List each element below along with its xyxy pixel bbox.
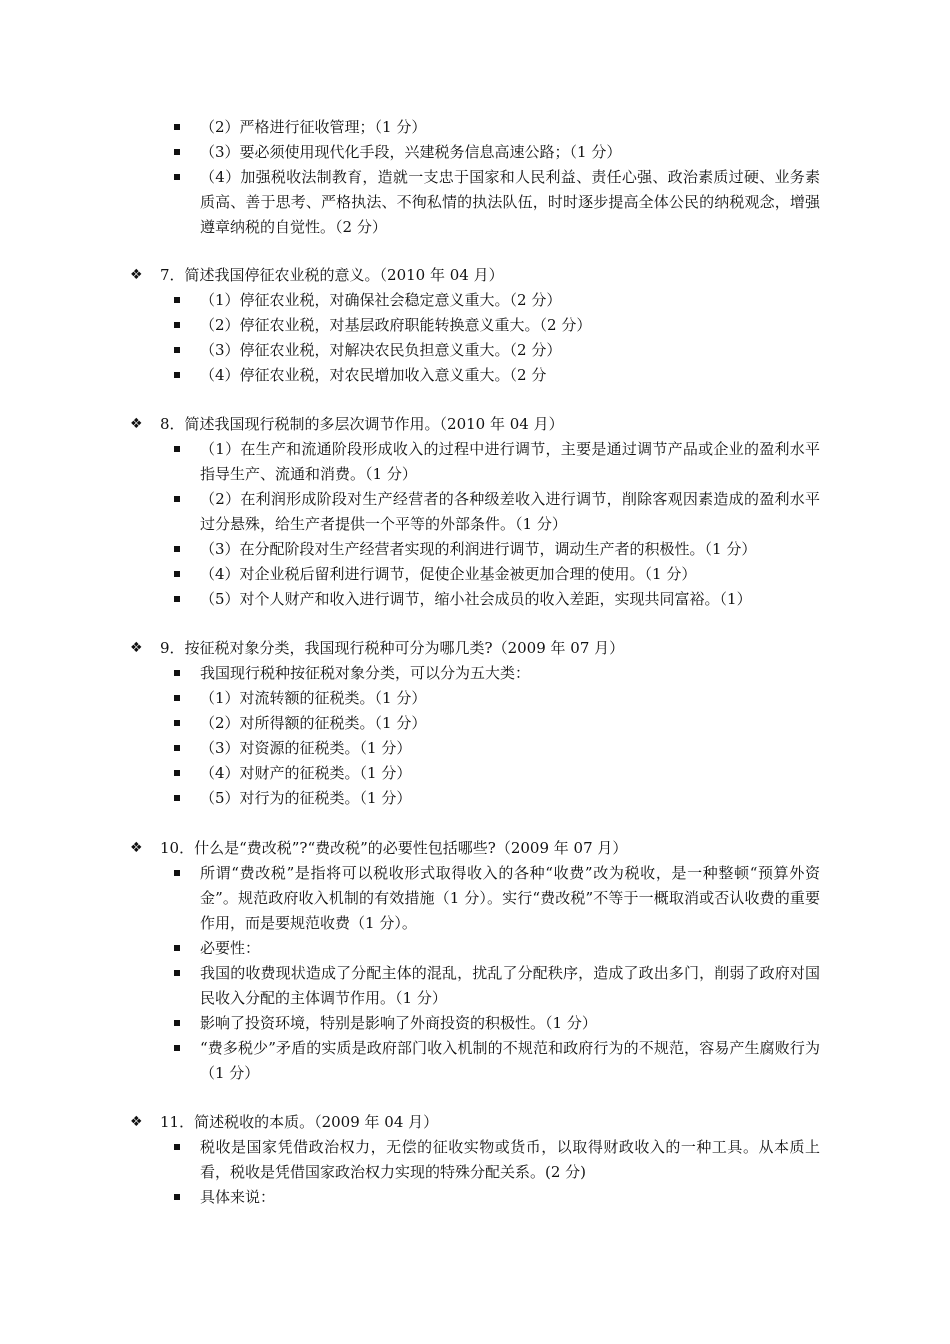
question-title: 8．简述我国现行税制的多层次调节作用。（2010 年 04 月） [160,415,564,433]
square-bullet-icon [174,496,180,502]
square-bullet-icon [174,1020,180,1026]
list-item [0,587,950,612]
list-item-text: （1）停征农业税，对确保社会稳定意义重大。（2 分） [200,291,562,309]
question-8 [0,412,950,612]
list-item-text: （3）停征农业税，对解决农民负担意义重大。（2 分） [200,341,562,359]
list-item [0,338,950,363]
list-item [0,736,950,761]
list-item-text: 我国现行税种按征税对象分类，可以分为五大类： [200,664,531,682]
list-item [0,961,950,1011]
list-item [0,1135,950,1185]
list-item [0,786,950,811]
list-item [0,711,950,736]
diamond-bullet-icon: ❖ [130,1114,143,1130]
list-item-text: （4）停征农业税，对农民增加收入意义重大。（2 分 [200,366,547,384]
list-item-text: 必要性： [200,939,261,957]
square-bullet-icon [174,446,180,452]
square-bullet-icon [174,670,180,676]
list-item-text: （3）在分配阶段对生产经营者实现的利润进行调节，调动生产者的积极性。（1 分） [200,540,757,558]
list-item-text: 所谓“费改税”是指将可以税收形式取得收入的各种“收费”改为税收，是一种整顿“预算外资金”。规范政府收入机制的有效措施（1 分）。实行“费改税”不等于一概取消或否认收费的重要作用，而是要规范收费（1 分）。 [200,864,820,932]
list-item-text: （1）在生产和流通阶段形成收入的过程中进行调节，主要是通过调节产品或企业的盈利水平指导生产、流通和消费。（1 分） [200,440,820,483]
list-item-text: （2）在利润形成阶段对生产经营者的各种级差收入进行调节，削除客观因素造成的盈利水平过分悬殊，给生产者提供一个平等的外部条件。（1 分） [200,490,820,533]
square-bullet-icon [174,596,180,602]
question-7 [0,263,950,388]
list-item-text: 税收是国家凭借政治权力，无偿的征收实物或货币，以取得财政收入的一种工具。从本质上看，税收是凭借国家政治权力实现的特殊分配关系。(2 分) [200,1138,820,1181]
question-title: 11．简述税收的本质。（2009 年 04 月） [160,1113,439,1131]
list-item [0,487,950,537]
diamond-bullet-icon: ❖ [130,416,143,432]
list-item-text: （1）对流转额的征税类。（1 分） [200,689,427,707]
list-item [0,661,950,686]
list-item [0,115,950,140]
square-bullet-icon [174,795,180,801]
list-item [0,686,950,711]
list-item-text: （2）停征农业税，对基层政府职能转换意义重大。（2 分） [200,316,592,334]
square-bullet-icon [174,372,180,378]
list-item [0,761,950,786]
square-bullet-icon [174,945,180,951]
question-heading [0,263,950,288]
square-bullet-icon [174,149,180,155]
square-bullet-icon [174,695,180,701]
list-item [0,936,950,961]
list-item-text: （5）对行为的征税类。（1 分） [200,789,412,807]
square-bullet-icon [174,745,180,751]
list-item-text: （3）对资源的征税类。（1 分） [200,739,412,757]
square-bullet-icon [174,347,180,353]
list-item [0,140,950,165]
list-item-text: 具体来说： [200,1188,276,1206]
list-item-text: （4）对财产的征税类。（1 分） [200,764,412,782]
square-bullet-icon [174,546,180,552]
square-bullet-icon [174,1144,180,1150]
square-bullet-icon [174,770,180,776]
intro-section [0,115,950,240]
question-heading [0,636,950,661]
square-bullet-icon [174,870,180,876]
list-item [0,537,950,562]
list-item-text: （5）对个人财产和收入进行调节，缩小社会成员的收入差距，实现共同富裕。（1） [200,590,752,608]
list-item-text: 影响了投资环境，特别是影响了外商投资的积极性。（1 分） [200,1014,597,1032]
list-item [0,437,950,487]
list-item-text: （4）对企业税后留利进行调节，促使企业基金被更加合理的使用。（1 分） [200,565,697,583]
square-bullet-icon [174,970,180,976]
question-heading [0,836,950,861]
square-bullet-icon [174,1045,180,1051]
list-item-text: 我国的收费现状造成了分配主体的混乱，扰乱了分配秩序，造成了政出多门，削弱了政府对国民收入分配的主体调节作用。（1 分） [200,964,820,1007]
question-title: 10．什么是“费改税”?“费改税”的必要性包括哪些?（2009 年 07 月） [160,839,628,857]
diamond-bullet-icon: ❖ [130,840,143,856]
square-bullet-icon [174,124,180,130]
list-item [0,313,950,338]
question-heading [0,1110,950,1135]
list-item-text: （2）对所得额的征税类。（1 分） [200,714,427,732]
list-item [0,1036,950,1086]
question-11 [0,1110,950,1210]
list-item-text: “费多税少”矛盾的实质是政府部门收入机制的不规范和政府行为的不规范，容易产生腐败行为（1 分） [200,1039,820,1082]
square-bullet-icon [174,571,180,577]
diamond-bullet-icon: ❖ [130,640,143,656]
square-bullet-icon [174,720,180,726]
list-item [0,288,950,313]
question-heading [0,412,950,437]
square-bullet-icon [174,1194,180,1200]
list-item [0,861,950,936]
diamond-bullet-icon: ❖ [130,267,143,283]
square-bullet-icon [174,297,180,303]
list-item [0,363,950,388]
question-title: 9．按征税对象分类，我国现行税种可分为哪几类?（2009 年 07 月） [160,639,625,657]
list-item-text: （4）加强税收法制教育，造就一支忠于国家和人民利益、责任心强、政治素质过硬、业务素质高、善于思考、严格执法、不徇私情的执法队伍，时时逐步提高全体公民的纳税观念，增强遵章纳税的自觉性。（2 分） [200,168,820,236]
list-item-text: （2）严格进行征收管理；（1 分） [200,118,427,136]
question-title: 7．简述我国停征农业税的意义。（2010 年 04 月） [160,266,504,284]
list-item [0,562,950,587]
list-item [0,165,950,240]
square-bullet-icon [174,322,180,328]
list-item [0,1011,950,1036]
square-bullet-icon [174,174,180,180]
question-10 [0,836,950,1086]
list-item-text: （3）要必须使用现代化手段，兴建税务信息高速公路；（1 分） [200,143,622,161]
question-9 [0,636,950,811]
list-item [0,1185,950,1210]
